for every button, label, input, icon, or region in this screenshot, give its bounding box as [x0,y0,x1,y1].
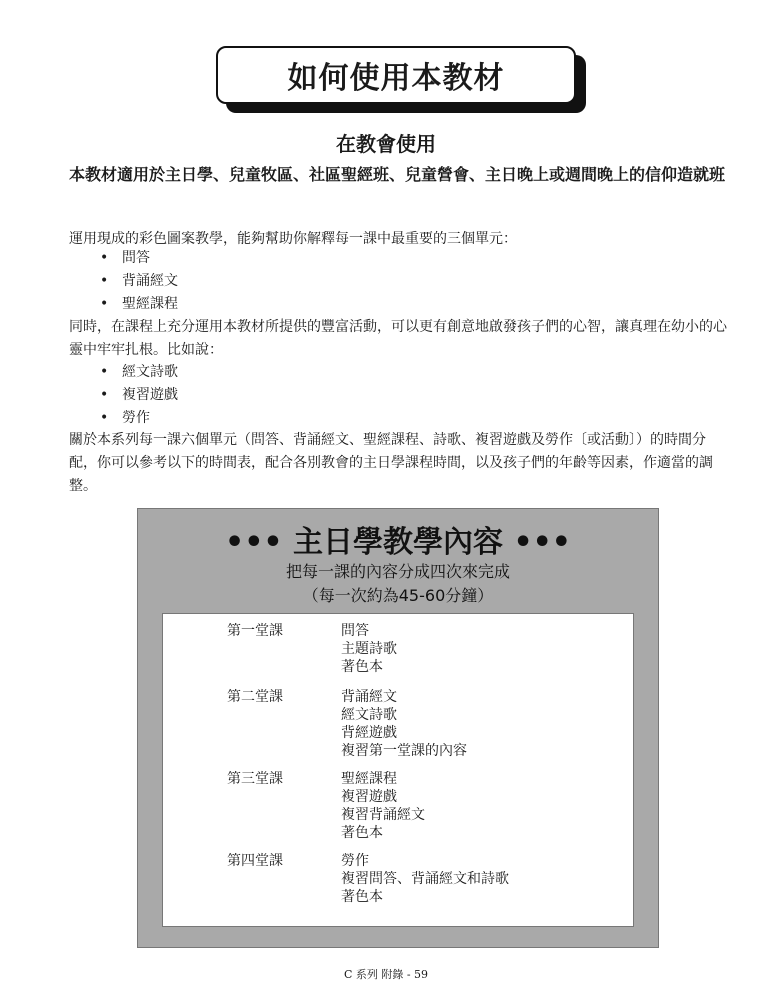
page-title: 如何使用本教材 [216,46,576,104]
bullet-icon: • [100,273,109,289]
list-item: 著色本 [341,659,383,675]
schedule-table [162,613,634,927]
list-item: 複習背誦經文 [341,807,425,823]
lesson-name: 第三堂課 [227,771,283,787]
section-heading: 在教會使用 [336,132,436,156]
bullet-icon: • [100,296,109,312]
list-item: 聖經課程 [341,771,397,787]
list-item: 問答 [341,623,369,639]
lesson-items [341,622,601,676]
list-item: 著色本 [341,825,383,841]
list-item: • 聖經課程 [100,293,178,316]
bullet-icon: • [100,364,109,380]
core-units-list [100,247,178,316]
lesson-name: 第二堂課 [227,689,283,705]
activities-list [100,361,178,430]
list-item: • 經文詩歌 [100,361,178,384]
list-item: • 背誦經文 [100,270,178,293]
bullet-icon: • [100,250,109,266]
lesson-name: 第一堂課 [227,623,283,639]
list-item: 背誦經文 [341,689,397,705]
list-item: • 問答 [100,247,178,270]
schedule-panel [137,508,659,948]
page-footer: C 系列 附錄 - 59 [343,968,429,981]
list-item: 背經遊戲 [341,725,397,741]
list-item: • 勞作 [100,407,178,430]
lesson-name: 第四堂課 [227,853,283,869]
panel-title: ••• 主日學教學內容 ••• [225,525,571,560]
list-item: 經文詩歌 [341,707,397,723]
lesson-items [341,770,601,842]
list-item: 複習第一堂課的內容 [341,743,467,759]
panel-duration-note: （每一次約為45-60分鐘） [302,586,494,605]
page-title-frame [216,46,584,108]
paragraph-2: 同時，在課程上充分運用本教材所提供的豐富活動，可以更有創意地啟發孩子們的心智，讓真理在幼小的心靈中牢牢扎根。比如說： [69,319,727,358]
list-item: 著色本 [341,889,383,905]
list-item: 複習問答、背誦經文和詩歌 [341,871,509,887]
list-item: 勞作 [341,853,369,869]
lesson-items [341,852,601,906]
list-item: • 複習遊戲 [100,384,178,407]
paragraph-1: 運用現成的彩色圖案教學，能夠幫助你解釋每一課中最重要的三個單元： [69,231,517,247]
intro-text: 本教材適用於主日學、兒童牧區、社區聖經班、兒童營會、主日晚上或週間晚上的信仰造就班 [69,165,726,184]
bullet-icon: • [100,387,109,403]
list-item: 複習遊戲 [341,789,397,805]
panel-subtitle: 把每一課的內容分成四次來完成 [285,562,510,581]
bullet-icon: • [100,410,109,426]
lesson-items [341,688,601,760]
list-item: 主題詩歌 [341,641,397,657]
paragraph-3: 關於本系列每一課六個單元（問答、背誦經文、聖經課程、詩歌、複習遊戲及勞作〔或活動〕）的時間分配，你可以參考以下的時間表，配合各別教會的主日學課程時間，以及孩子們的年齡等因素，作適當的調整。 [69,432,713,494]
